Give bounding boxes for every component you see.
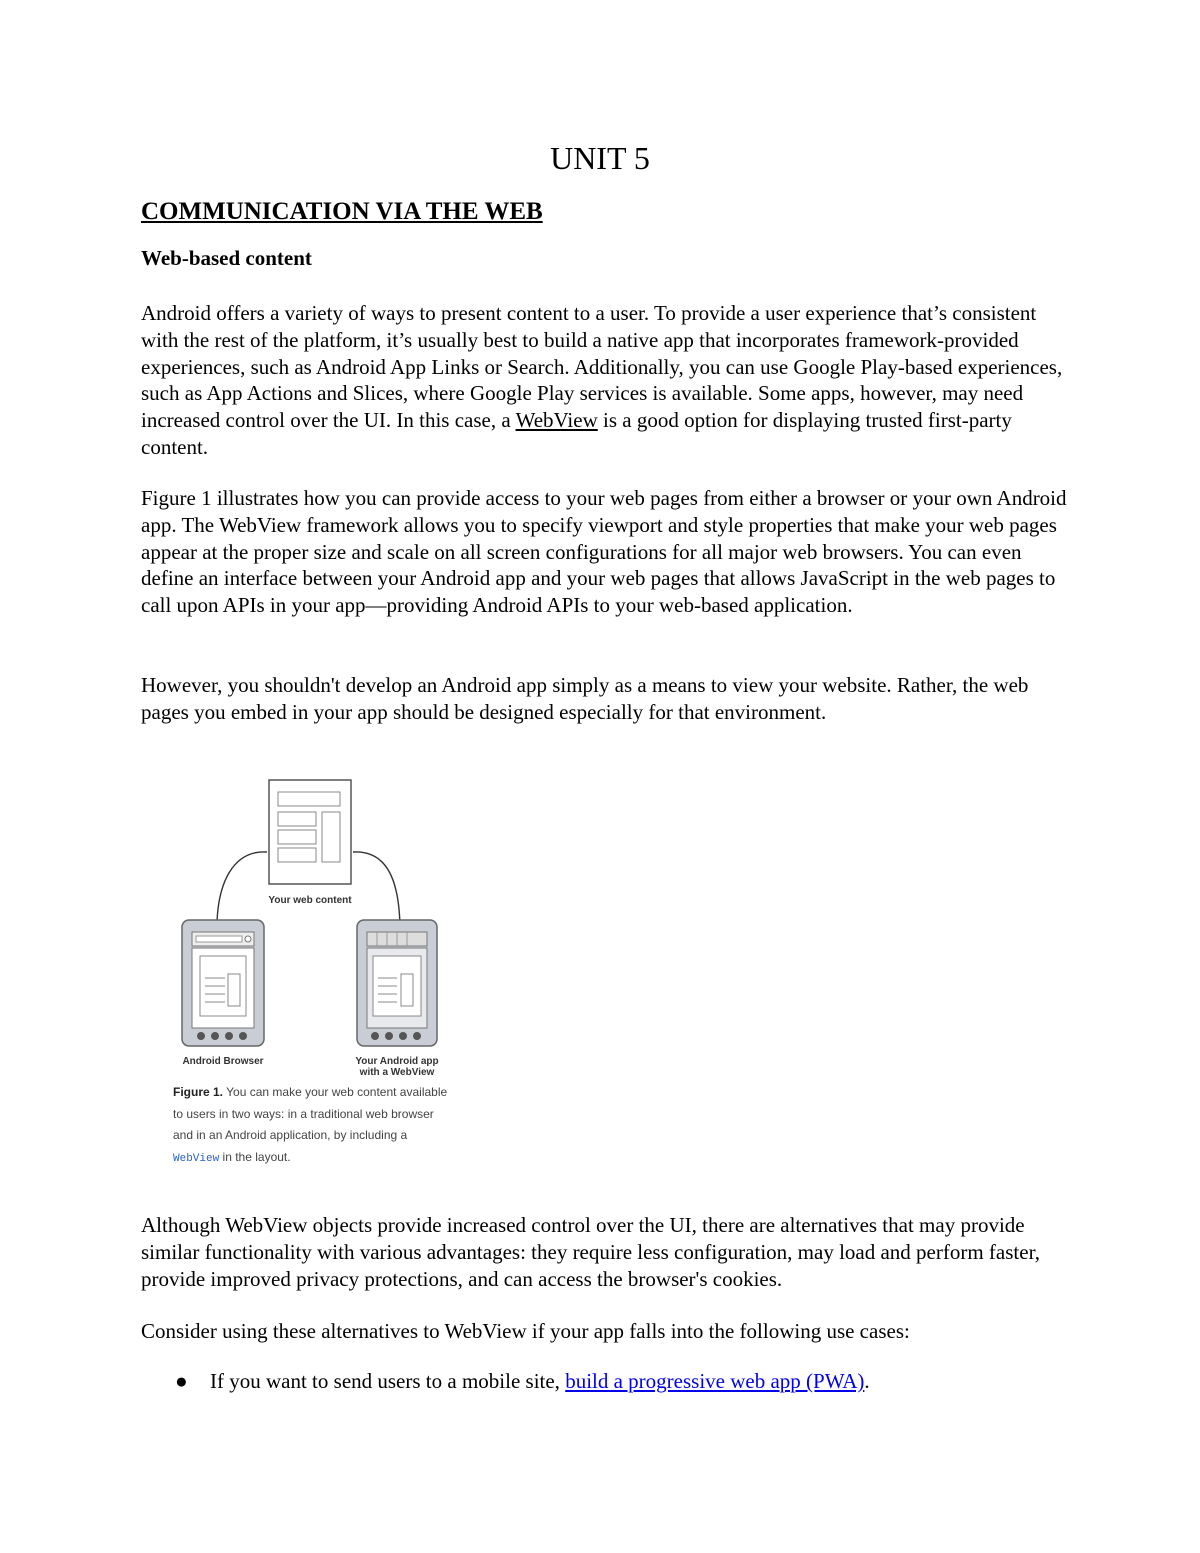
left-label: Android Browser [182, 1056, 264, 1067]
page-title: UNIT 5 [550, 140, 650, 176]
caption-line3: and in an Android application, by including a [173, 1128, 408, 1142]
right-label-line2: with a WebView [359, 1067, 435, 1078]
paragraph-caution: However, you shouldn't develop an Android app simply as a means to view your website. Rather, the web pages you embed in your app should be designed especially for that environment. [141, 673, 1029, 724]
android-app-phone-icon [357, 920, 437, 1046]
pwa-link[interactable]: build a progressive web app (PWA) [565, 1369, 865, 1393]
list-item [141, 1368, 1071, 1395]
figure-webview-diagram [165, 770, 455, 1170]
caption-line1: You can make your web content available [223, 1085, 448, 1099]
paragraph-intro [141, 300, 1071, 461]
bullet-icon: ● [175, 1369, 188, 1393]
paragraph-intro-end: is a good option for displaying trusted first-party content. [141, 408, 1012, 459]
caption-webview-code: WebView [173, 1152, 220, 1165]
webview-link[interactable]: WebView [515, 408, 598, 433]
figure-caption [173, 1082, 463, 1170]
caption-figure-number: Figure 1. [173, 1085, 224, 1099]
bullet-end: . [864, 1369, 870, 1393]
web-page-icon [269, 780, 351, 884]
caption-end: in the layout. [219, 1149, 291, 1164]
paragraph-alternatives: Although WebView objects provide increased control over the UI, there are alternatives that may provide similar functionality with various advantages: they require less configuration, may load and perform faster, provide improved privacy protections, and can access the browser's cookies. [141, 1213, 1040, 1291]
caption-line2: to users in two ways: in a traditional web browser [173, 1106, 434, 1121]
paragraph-figure-description: Figure 1 illustrates how you can provide access to your web pages from either a browser or your own Android app. The WebView framework allows you to specify viewport and style properties that make your web pages appear at the proper size and scale on all screen configurations for all major web browsers. You can even define an interface between your Android app and your web pages that allows JavaScript in the web pages to call upon APIs in your app—providing Android APIs to your web-based application. [141, 486, 1067, 618]
subsection-heading: Web-based content [141, 246, 312, 270]
android-browser-phone-icon [182, 920, 264, 1046]
paragraph-intro-text: Android offers a variety of ways to present content to a user. To provide a user experience that’s consistent with the rest of the platform, it’s usually best to build a native app that incorporates framework-provided experiences, such as Android App Links or Search. Additionally, you can use Google Play-based experiences, such as App Actions and Slices, where Google Play services is available. Some apps, however, may need increased control over the UI. In this case, a [141, 301, 1063, 433]
right-label-line1: Your Android app [355, 1056, 439, 1067]
section-heading: COMMUNICATION VIA THE WEB [141, 198, 543, 225]
webview-diagram [165, 770, 455, 1082]
paragraph-use-cases: Consider using these alternatives to WebView if your app falls into the following use cases: [141, 1319, 910, 1343]
top-label: Your web content [268, 895, 352, 906]
bullet-text: If you want to send users to a mobile site, [210, 1369, 566, 1393]
use-case-list [141, 1368, 1071, 1395]
